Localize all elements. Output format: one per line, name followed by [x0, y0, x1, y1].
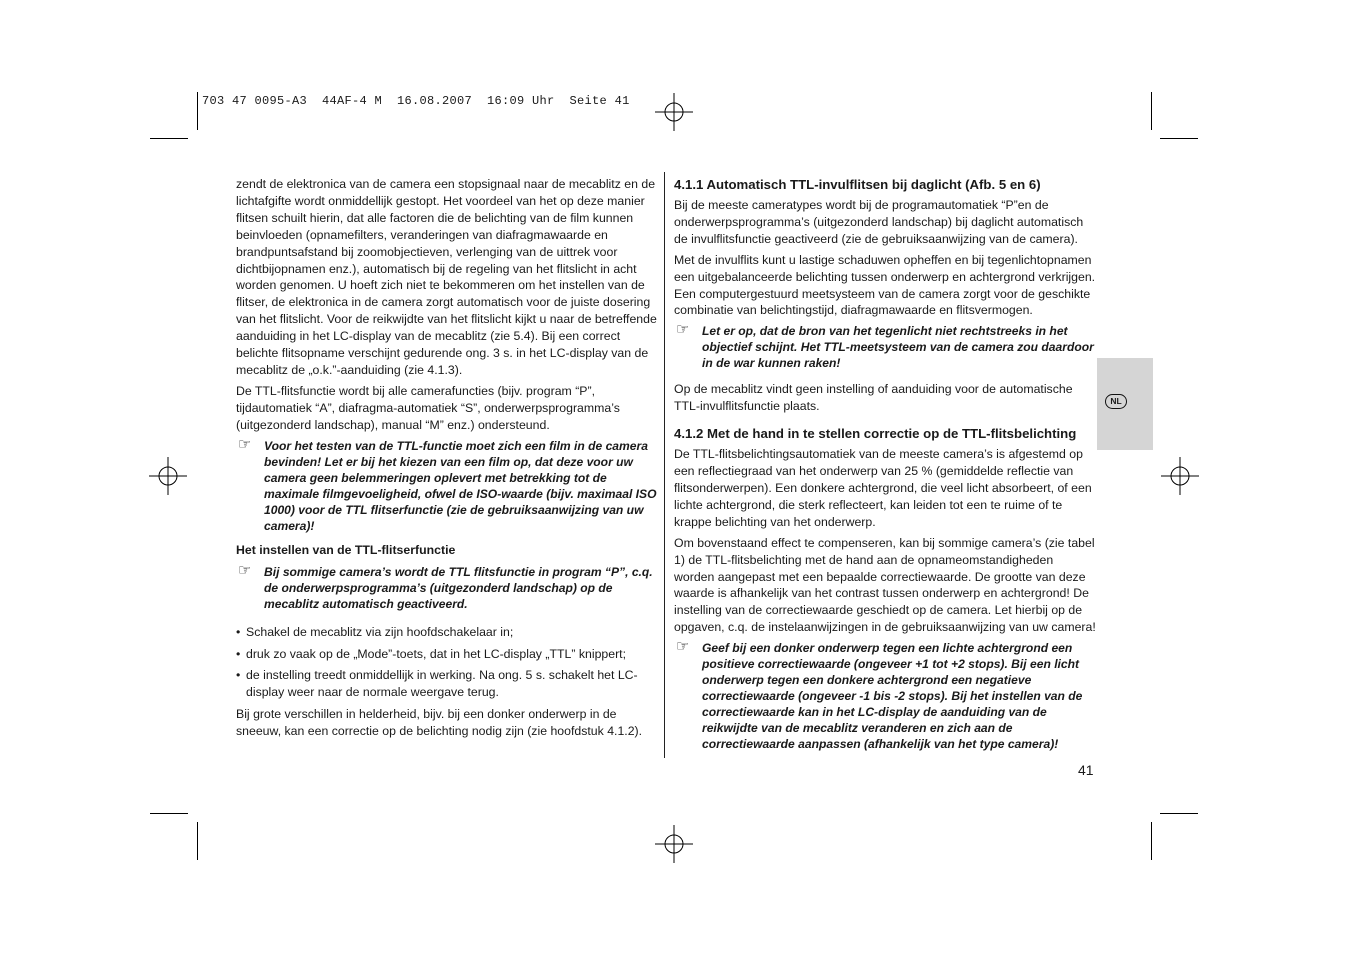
- note-text: Geef bij een donker onderwerp tegen een lichte achtergrond een positieve correctiewaarde (ongeveer +1 tot +2 stops). Bij een licht onderwerp tegen een donkere achtergrond een negatieve correctiewaarde (ongeveer -1 bis -2 stops). Bij het instellen van de correctiewaarde kan in het LC-display de aanduiding van de reikwijdte van de mecablitz veranderen en zich aan de correctiewaarde aanpassen (afhankelijk van het type camera)!: [702, 641, 1083, 752]
- crop-mark: [150, 813, 188, 814]
- paragraph: De TTL-flitsfunctie wordt bij alle camerafuncties (bijv. program “P”, tijdautomatiek “A”, diafragma-automatiek “S”, onderwerpsprogramma’s (uitgezonderd landschap), manual “M” enz.) ondersteund.: [236, 383, 620, 432]
- list-item: • druk zo vaak op de „Mode”-toets, dat in het LC-display „TTL” knippert;: [236, 646, 660, 663]
- paragraph: De TTL-flitsbelichtingsautomatiek van de meeste camera’s is afgestemd op een reflectiegraad van het onderwerp van 25 % (gemiddelde reflectie van flitsonderwerpen). Een donkere achtergrond, die veel licht absorbeert, of een lichte achtergrond, die sterk reflecteert, kan leiden tot een te ruime of te krappe belichting van het onderwerp.: [674, 447, 1092, 529]
- list-item: • de instelling treedt onmiddellijk in werking. Na ong. 5 s. schakelt het LC-display weer naar de normale weergave terug.: [236, 667, 660, 701]
- pointing-hand-icon: ☞: [238, 561, 252, 579]
- list-item: • Schakel de mecablitz via zijn hoofdschakelaar in;: [236, 624, 660, 641]
- paragraph: Bij de meeste cameratypes wordt bij de programautomatiek “P”en de onderwerpsprogramma’s (uitgezonderd landschap) bij daglicht automatisch de invulflitsfunctie geactiveerd (zie de gebruiksaanwijzing van de camera).: [674, 198, 1084, 246]
- left-column: [236, 176, 660, 744]
- note: [236, 435, 660, 534]
- column-divider: [664, 172, 665, 758]
- pointing-hand-icon: ☞: [676, 638, 690, 656]
- crop-mark: [197, 822, 198, 860]
- registration-mark-icon: [655, 825, 693, 863]
- section-heading: 4.1.2 Met de hand in te stellen correctie op de TTL-flitsbelichting: [674, 426, 1077, 442]
- right-column: [674, 176, 1096, 758]
- crop-mark: [1151, 822, 1152, 860]
- language-badge: NL: [1105, 394, 1127, 409]
- section-heading: 4.1.1 Automatisch TTL-invulflitsen bij daglicht (Afb. 5 en 6): [674, 177, 1041, 192]
- note-text: Let er op, dat de bron van het tegenlicht niet rechtstreeks in het objectief schijnt. Het TTL-meetsysteem van de camera zou daardoor in de war kunnen raken!: [702, 324, 1094, 371]
- note: [236, 561, 660, 612]
- registration-mark-icon: [149, 457, 187, 495]
- pointing-hand-icon: ☞: [676, 321, 690, 339]
- subheading: Het instellen van de TTL-flitserfunctie: [236, 542, 456, 557]
- registration-mark-icon: [655, 93, 693, 131]
- paragraph: zendt de elektronica van de camera een stopsignaal naar de mecablitz en de lichtafgifte wordt onmiddellijk gestopt. Het voordeel van het op deze manier flitsen schuilt hierin, dat alle factoren die de belichting van de film kunnen beinvloeden (opnamefilters, veranderingen van diafragmawaarde en brandpuntsafstand bij zoomobjectieven, verlenging van de uittrek voor dichtbijopnamen enz.), automatisch bij de regeling van het flitslicht in acht worden genomen. U hoeft zich niet te bekommeren om het instellen van de flitser, de elektronica in de camera zorgt automatisch voor de juiste dosering van het flitslicht. Voor de reikwijdte van het flitslicht kijkt u naar de betreffende aanduiding in het LC-display van de mecablitz (zie 5.4). Bij een correct belichte flitsopname verschijnt gedurende ong. 3 s. in het LC-display van de mecablitz de „o.k.”-aanduiding (zie 4.1.3).: [236, 177, 657, 377]
- note-text: Bij sommige camera’s wordt de TTL flitsfunctie in program “P”, c.q. de onderwerpsprogramma’s (uitgezonderd landschap) op de mecablitz automatisch geactiveerd.: [264, 564, 653, 611]
- crop-mark: [150, 138, 188, 139]
- crop-mark: [197, 92, 198, 130]
- registration-mark-icon: [1161, 457, 1199, 495]
- paragraph: Bij grote verschillen in helderheid, bijv. bij een donker onderwerp in de sneeuw, kan een correctie op de belichting nodig zijn (zie hoofdstuk 4.1.2).: [236, 707, 643, 739]
- paragraph: Om bovenstaand effect te compenseren, kan bij sommige camera’s (zie tabel 1) de TTL-flitsbelichting met de hand aan de opnameomstandigheden worden aangepast met een bepaalde correctiewaarde. De grootte van deze waarde is afhankelijk van het contrast tussen onderwerp en achtergrond! De instelling van de correctiewaarde geschiedt op de camera. Let hierbij op de opgaven, c.q. de instelaanwijzingen in de gebruiksaanwijzing van uw camera!: [674, 535, 1096, 635]
- note: [674, 640, 1096, 752]
- page-number: 41: [1078, 762, 1094, 778]
- crop-mark: [1160, 138, 1198, 139]
- paragraph: Op de mecablitz vindt geen instelling of aanduiding voor de automatische TTL-invulflitsfunctie plaats.: [674, 382, 1073, 414]
- print-header: 703 47 0095-A3 44AF-4 M 16.08.2007 16:09 Uhr Seite 41: [202, 94, 630, 108]
- note: [674, 323, 1096, 371]
- note-text: Voor het testen van de TTL-functie moet zich een film in de camera bevinden! Let er bij het kiezen van een film op, dat deze voor uw camera geen belemmeringen oplevert met betrekking tot de maximale filmgevoeligheid, ofwel de ISO-waarde (bijv. maximaal ISO 1000) voor de TTL flitserfunctie (zie de gebruiksaanwijzing van uw camera)!: [264, 438, 657, 533]
- pointing-hand-icon: ☞: [238, 435, 252, 453]
- crop-mark: [1160, 813, 1198, 814]
- crop-mark: [1151, 92, 1152, 130]
- paragraph: Met de invulflits kunt u lastige schaduwen opheffen en bij tegenlichtopnamen een uitgebalanceerde belichting tussen onderwerp en achtergrond verkrijgen. Een computergestuurd meetsysteem van de camera zorgt voor de geschikte combinatie van belichtingstijd, diafragmawaarde en flitsvermogen.: [674, 252, 1096, 318]
